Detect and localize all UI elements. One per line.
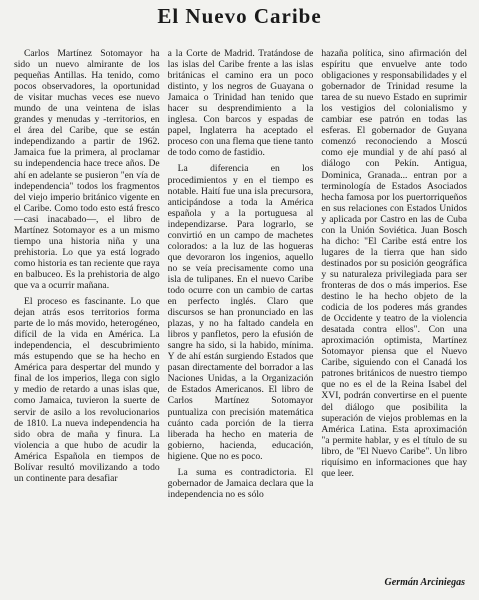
paragraph: a la Corte de Madrid. Tratándose de las islas del Caribe frente a las islas británicas el camino era un poco distinto, y los negros de Guayana o Jamaica o Trinidad han tenido que hacer su desprendimiento a la inglesa. Con barcos y espadas de papel, Inglaterra ha aceptado el proceso con una flema que tiene tanto de todo como de fastidio. (167, 48, 314, 159)
paragraph: La suma es contradictoria. El gobernador de Jamaica declara que la independencia no es sólo (167, 466, 314, 500)
column-2 (168, 48, 314, 568)
column-1 (14, 48, 160, 568)
article-title: El Nuevo Caribe (157, 4, 322, 28)
paragraph: hazaña política, sino afirmación del espíritu que envuelve ante todo obligaciones y responsabilidades y el gobernador de Trinidad resume la tarea de su nuevo Estado en suprimir los vestigios del colonialismo y cambiar ese patrón en todas las esferas. El gobernador de Guyana comenzó reconociendo a Moscú como eje mundial y de ahí pasó al diálogo con Pekín. Antigua, Dominica, Granada... entran por a terminología de Estados Asociados hecha famosa por los puertorriqueños en sus relaciones con Estados Unidos y aplicada por Castro en las de Cuba con la Unión Soviética. Juan Bosch ha dicho: "El Caribe está entre los lugares de la tierra que han sido destinados por su posición geográfica y su naturaleza privilegiada para ser fronteras de dos o más imperios. Ese destino le ha hecho objeto de la codicia de los poderes más grandes de Occidente y teatro de la violencia desatada contra ellos". Con una aproximación optimista, Martínez Sotomayor piensa que el Nuevo Caribe, siguiendo con el Canadá los patrones británicos de nuestro tiempo que no es el de la Reina Isabel del XVI, podrán convertirse en el puente del diálogo que posibilita la superación de viejos problemas en la América Latina. Esta aproximación "a permite hablar, y es el título de su libro, de "El Nuevo Caribe". Un libro riquísimo en informaciones que hay que leer. (321, 48, 468, 479)
column-3 (321, 48, 467, 568)
paragraph: El proceso es fascinante. Lo que dejan atrás esos territorios forma parte de lo más movido, heterogéneo, difícil de la vida en América. La independencia, el descubrimiento más estupendo que se ha hecho en América para despertar del mundo y final de los imperios, llega con siglo y medio de retardo a unas islas que, como Jamaica, tuvieron la suerte de servir de asilo a los revolucionarios de 1810. La nueva independencia ha sido obra de maña y finura. La violencia a que hubo de acudir la América Española en tiempos de Bolívar resultó movilizando a todo un continente para desafiar (14, 296, 160, 484)
article-body (14, 48, 467, 568)
author-signature: Germán Arciniegas (384, 577, 465, 588)
paragraph: Carlos Martínez Sotomayor ha sido un nuevo almirante de los pequeñas Antillas. Ha tenido, como pocos observadores, la oportunidad de visitar muchas veces ese nuevo mundo de una veintena de islas grandes y menudas y -territorios, en el área del Caribe, que se están independizando a partir de 1962. Jamaica fue la primera, al proclamar su independencia hace trece años. De ahí en adelante se pusieron "en vía de independencia" todos los fragmentos del viejo imperio británico vigente en el Caribe. Como todo esto está fresco —casi inacabado—, el libro de Martínez Sotomayor es a un mismo tiempo una historia niña y una prehistoria. Lo que ya está logrado como historia es tan reciente que raya en balbuceo. Es la prehistoria de algo que va a ocurrir mañana. (14, 48, 160, 291)
paragraph: La diferencia en los procedimientos y en el tiempo es notable. Haití fue una isla precursora, anticipándose a toda la América española y a la portuguesa al independizarse. Para lograrlo, se convirtió en un campo de machetes colorados: a la luz de las hogueras que devoraron los ingenios, aquello no se veía precisamente como una isla de tulipanes. En el nuevo Caribe todo ocurre con un cambio de cartas en perfecto inglés. Claro que discursos se han pronunciado en las plazas, y no ha faltado candela en libros y panfletos, pero la efusión de sangre ha sido, si la habido, mínima. Y de ahí están surgiendo Estados que pasan directamente del borrador a las Naciones Unidas, a la Organización de Estados Americanos. El libro de Carlos Martínez Sotomayor puntualiza con precisión matemática cuánto cada porción de la tierra liberada ha hecho en materia de gobierno, hacienda, educación, higiene. Que no es poco. (167, 163, 314, 462)
